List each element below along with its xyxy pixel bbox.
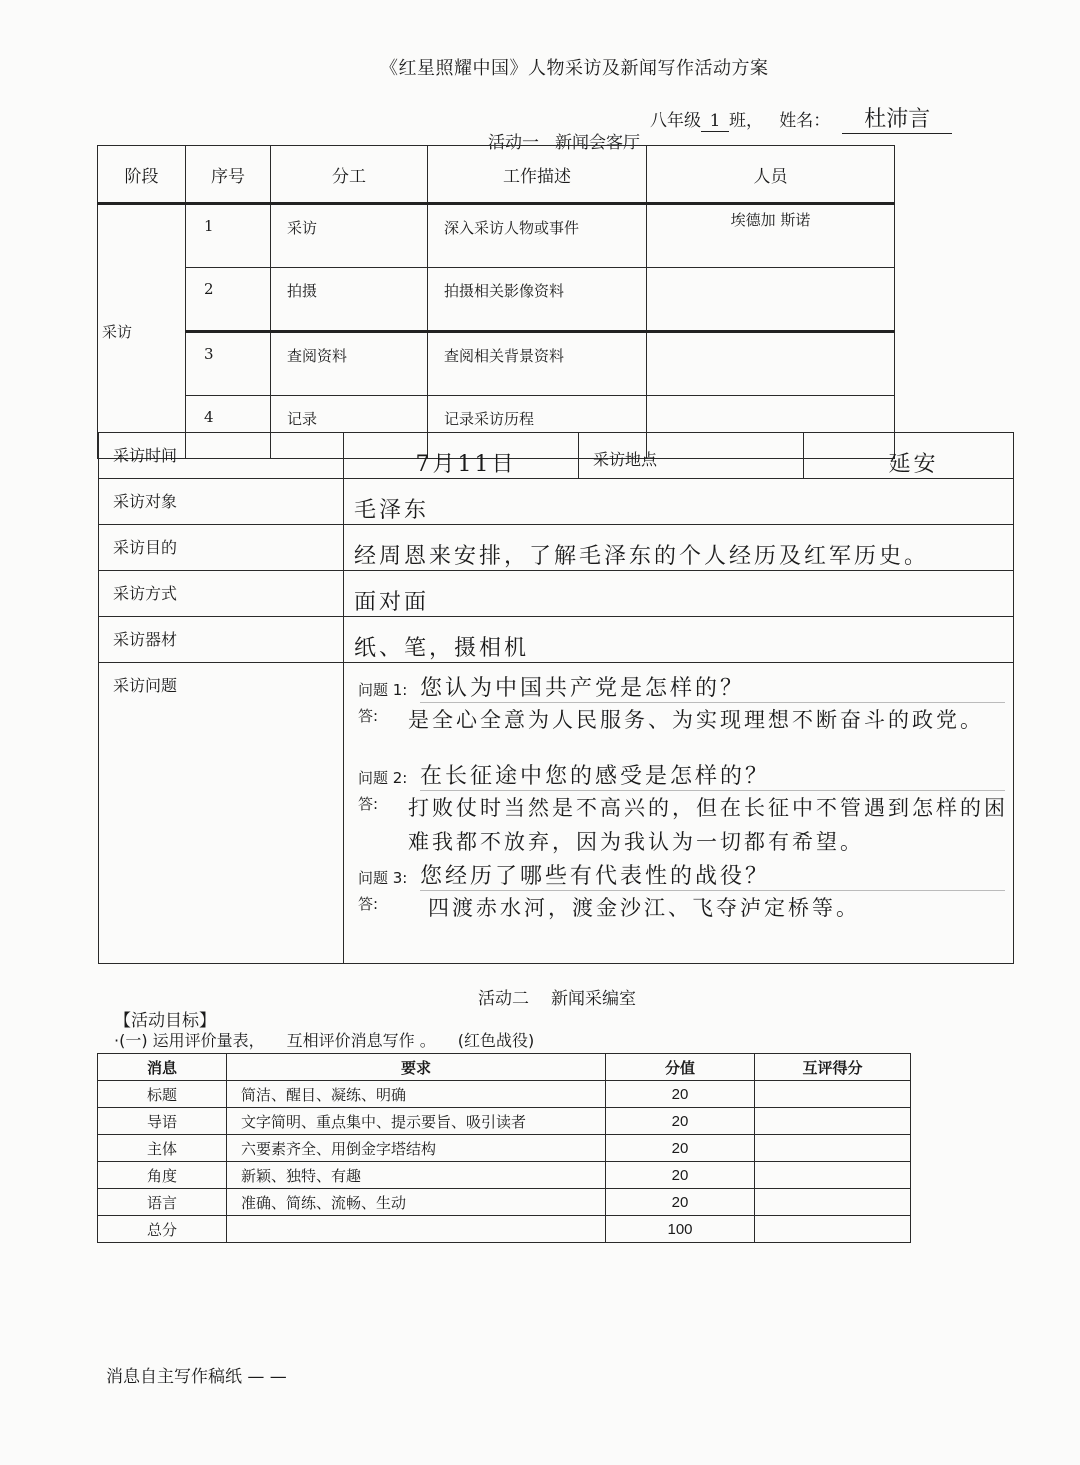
answer-label: 答: [358,795,379,813]
location-field[interactable]: 延安 [804,433,1014,479]
item-cell: 标题 [98,1081,227,1108]
score-cell: 20 [606,1189,755,1216]
peer-score-cell[interactable] [755,1081,911,1108]
person-cell[interactable] [647,332,895,396]
purpose-field[interactable]: 经周恩来安排，了解毛泽东的个人经历及红军历史。 [344,525,1014,571]
requirement-cell [227,1216,606,1243]
table-header-row [98,146,895,204]
goal-text-3: (红色战役) [457,1031,535,1050]
question-field[interactable]: 您经历了哪些有代表性的战役？ [420,859,1005,891]
table-row [98,268,895,332]
division-cell: 查阅资料 [271,332,428,396]
requirement-cell: 六要素齐全、用倒金字塔结构 [227,1135,606,1162]
division-table [97,145,895,459]
row-number: 2 [186,268,271,332]
col-header-stage: 阶段 [98,146,186,204]
answer-label: 答: [358,895,379,913]
table-row [98,1189,911,1216]
interview-method-row [99,571,1014,617]
division-cell: 记录 [271,396,428,459]
col-header-score: 分值 [606,1054,755,1081]
score-cell: 20 [606,1108,755,1135]
col-header-description: 工作描述 [428,146,647,204]
row-number: 4 [186,396,271,459]
equipment-label: 采访器材 [99,617,344,663]
description-cell: 查阅相关背景资料 [428,332,647,396]
total-row [98,1216,911,1243]
score-cell: 20 [606,1081,755,1108]
question-block-1 [358,671,1013,737]
table-row [98,332,895,396]
col-header-no: 序号 [186,146,271,204]
score-cell: 100 [606,1216,755,1243]
question-label: 问题 1: [358,681,408,699]
requirement-cell: 准确、简练、流畅、生动 [227,1189,606,1216]
score-cell: 20 [606,1135,755,1162]
questions-label: 采访问题 [99,663,344,964]
subject-field[interactable]: 毛泽东 [344,479,1014,525]
activity1-label: 活动一 [488,133,539,153]
item-cell: 导语 [98,1108,227,1135]
requirement-cell: 文字简明、重点集中、提示要旨、吸引读者 [227,1108,606,1135]
table-row [98,1135,911,1162]
requirement-cell: 新颖、独特、有趣 [227,1162,606,1189]
rubric-table [97,1053,911,1243]
time-field[interactable]: 7月11日 [344,433,579,479]
peer-score-cell[interactable] [755,1135,911,1162]
table-row [98,1108,911,1135]
item-cell: 角度 [98,1162,227,1189]
peer-score-cell[interactable] [755,1189,911,1216]
question-field[interactable]: 您认为中国共产党是怎样的？ [420,671,1005,703]
peer-score-cell[interactable] [755,1162,911,1189]
requirement-cell: 简洁、醒目、凝练、明确 [227,1081,606,1108]
item-cell: 总分 [98,1216,227,1243]
table-header-row [98,1054,911,1081]
goal-text-2: 互相评价消息写作 。 [286,1031,436,1050]
description-cell: 记录采访历程 [428,396,647,459]
item-cell: 语言 [98,1189,227,1216]
goal-heading: 【活动目标】 [114,1011,216,1031]
student-name-field[interactable]: 杜沛言 [842,102,952,134]
question-label: 问题 2: [358,769,408,787]
goal-line [114,1028,534,1051]
footer-label: 消息自主写作稿纸 — — [106,1367,287,1387]
activity1-name: 新闻会客厅 [555,133,640,153]
stage-cell: 采访 [98,204,186,459]
class-suffix: 班， [729,111,763,131]
question-block-2 [358,759,1013,859]
score-cell: 20 [606,1162,755,1189]
subject-label: 采访对象 [99,479,344,525]
description-cell: 深入采访人物或事件 [428,204,647,268]
table-row [98,1162,911,1189]
answer-label: 答: [358,707,379,725]
equipment-field[interactable]: 纸、笔，摄相机 [344,617,1014,663]
person-cell[interactable] [647,268,895,332]
table-row [98,204,895,268]
interview-subject-row [99,479,1014,525]
peer-score-cell[interactable] [755,1216,911,1243]
purpose-label: 采访目的 [99,525,344,571]
goal-text-1: ·(一) 运用评价量表， [114,1031,265,1050]
row-number: 1 [186,204,271,268]
question-block-3 [358,859,1013,925]
time-label: 采访时间 [99,433,344,479]
document-title: 《红星照耀中国》人物采访及新闻写作活动方案 [380,58,769,79]
interview-time-row [99,433,1014,479]
col-header-item: 消息 [98,1054,227,1081]
division-cell: 拍摄 [271,268,428,332]
row-number: 3 [186,332,271,396]
question-label: 问题 3: [358,869,408,887]
activity2-name: 新闻采编室 [551,989,636,1009]
class-number-field[interactable]: 1 [701,111,729,132]
description-cell: 拍摄相关影像资料 [428,268,647,332]
peer-score-cell[interactable] [755,1108,911,1135]
table-row [98,1081,911,1108]
activity2-heading [478,984,636,1009]
division-cell: 采访 [271,204,428,268]
location-label: 采访地点 [579,433,804,479]
col-header-division: 分工 [271,146,428,204]
interview-equipment-row [99,617,1014,663]
interview-questions-row [99,663,1014,964]
method-field[interactable]: 面对面 [344,571,1014,617]
question-field[interactable]: 在长征途中您的感受是怎样的？ [420,759,1005,791]
col-header-person: 人员 [647,146,895,204]
grade-label: 八年级 [650,111,701,131]
class-name-line [650,102,952,134]
interview-table [98,432,1014,964]
questions-area [344,663,1014,964]
answer-field[interactable]: 是全心全意为人民服务、为实现理想不断奋斗的政党。 [408,708,984,732]
interview-purpose-row [99,525,1014,571]
activity2-label: 活动二 [478,989,529,1009]
item-cell: 主体 [98,1135,227,1162]
col-header-requirement: 要求 [227,1054,606,1081]
answer-field[interactable]: 打败仗时当然是不高兴的，但在长征中不管遇到怎样的困难我都不放弃，因为我认为一切都有希望。 [408,796,1008,854]
method-label: 采访方式 [99,571,344,617]
answer-field[interactable]: 四渡赤水河，渡金沙江、飞夺泸定桥等。 [428,896,860,920]
col-header-peer-score: 互评得分 [755,1054,911,1081]
person-cell[interactable]: 埃德加 斯诺 [647,204,895,268]
name-label: 姓名： [779,111,831,131]
